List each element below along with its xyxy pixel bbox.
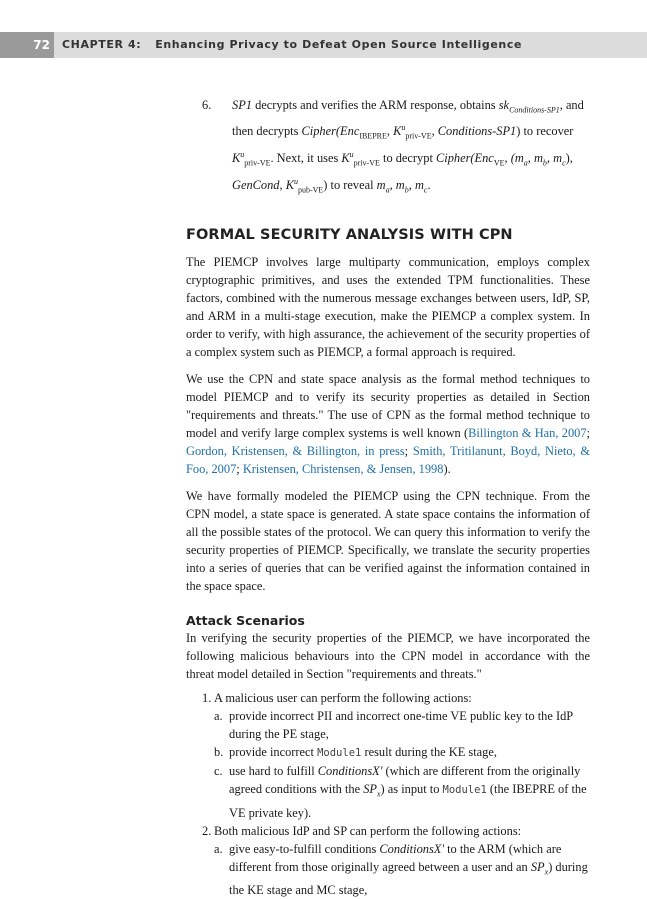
paragraph-2: We use the CPN and state space analysis as the formal method techniques to model PIEMCP and to verify its security properties as detailed in Section "requirements and threats." The use of CPN as the formal method technique to model and verify large complex systems is well known (Billington & Han, 2007; Gordon, Kristensen, & Billington, in press; Smith, Tritilanunt, Boyd, Nieto, & Foo, 2007; Kristensen, Christensen, & Jensen, 1998).	[186, 372, 590, 477]
paragraph-3: We have formally modeled the PIEMCP using the CPN technique. From the CPN model, a state space is generated. A state space contains the information of all the possible states of the protocol. We can query this information to verify the security properties of PIEMCP. Specifically, we translate the security properties into a series of queries that can be verified against the information contained in the space space.	[186, 489, 590, 594]
list-item: 2. Both malicious IdP and SP can perform the following actions: a. give easy-to-fulfill conditions ConditionsX' to the ARM (which are different from those originally agreed between a user and an $SP_x$) during the KE stage and MC stage,	[186, 822, 590, 899]
list-item: 1. A malicious user can perform the following actions: a. provide incorrect PII and incorrect one-time VE public key to the IdP during the PE stage, b. provide incorrect Module1 result during the KE stage, c. use hard to fulfill ConditionsX' (which are different from the originally agreed conditions with the $SP_x$) as input to Module1 (the IBEPRE of the VE private key).	[186, 689, 590, 821]
citation-link[interactable]: Billington & Han, 2007	[468, 426, 587, 441]
citation-link[interactable]: Gordon, Kristensen, & Billington, in press	[186, 444, 405, 459]
list-item: a. provide incorrect PII and incorrect one-time VE public key to the IdP during the PE stage,	[214, 709, 573, 742]
protocol-step-6: 6. SP1 decrypts and verifies the ARM response, obtains $sk_{Conditions-SP1}$, and then decrypts Cipher(Enc$_{IBEPRE}$, $K^u_{priv-VE}$, Conditions-SP1) to recover $K^u_{priv-VE}$. Next, it uses $K^u_{priv-VE}$ to decrypt Cipher(Enc$_{VE}$, ($m_a$, $m_b$, $m_c$), GenCond, $K^u_{pub-VE}$) to reveal $m_a$, $m_b$, $m_c$.	[202, 98, 584, 195]
citation-link[interactable]: Kristensen, Christensen, & Jensen, 1998	[242, 462, 444, 477]
running-header	[0, 32, 647, 58]
page-content	[186, 96, 590, 899]
section-heading: FORMAL SECURITY ANALYSIS WITH CPN	[186, 227, 513, 244]
sub-list	[214, 707, 590, 821]
attack-list	[186, 689, 590, 899]
chapter-label	[62, 32, 522, 58]
chapter-title: Enhancing Privacy to Defeat Open Source Intelligence	[155, 38, 523, 51]
sub-list	[214, 840, 590, 899]
list-item: c. use hard to fulfill ConditionsX' (which are different from the originally agreed conditions with the $SP_x$) as input to Module1 (the IBEPRE of the VE private key).	[214, 764, 587, 820]
list-item: b. provide incorrect Module1 result during the KE stage,	[214, 745, 497, 760]
step-number: 6.	[202, 98, 212, 112]
list-item: a. give easy-to-fulfill conditions ConditionsX' to the ARM (which are different from those originally agreed between a user and an $SP_x$) during the KE stage and MC stage,	[214, 841, 588, 898]
attack-intro: In verifying the security properties of the PIEMCP, we have incorporated the following malicious behaviours into the CPN model in accordance with the threat model detailed in Section "requirements and threats."	[186, 631, 590, 682]
citation-link[interactable]: Smith, Tritilanunt, Boyd, Nieto, & Foo, 2007	[186, 444, 590, 477]
page-number: 72	[0, 32, 54, 58]
paragraph-1: The PIEMCP involves large multiparty communication, employs complex cryptographic primitives, and uses the extended TPM functionalities. These factors, combined with the numerous message exchanges between users, IdP, SP, and ARM in a multi-stage execution, make the PIEMCP a complex system. In order to verify, with high assurance, the achievement of the security properties of a complex system such as PIEMCP, a formal approach is required.	[186, 255, 590, 360]
chapter-number: CHAPTER 4:	[62, 38, 142, 51]
subsection-heading: Attack Scenarios	[186, 613, 305, 629]
